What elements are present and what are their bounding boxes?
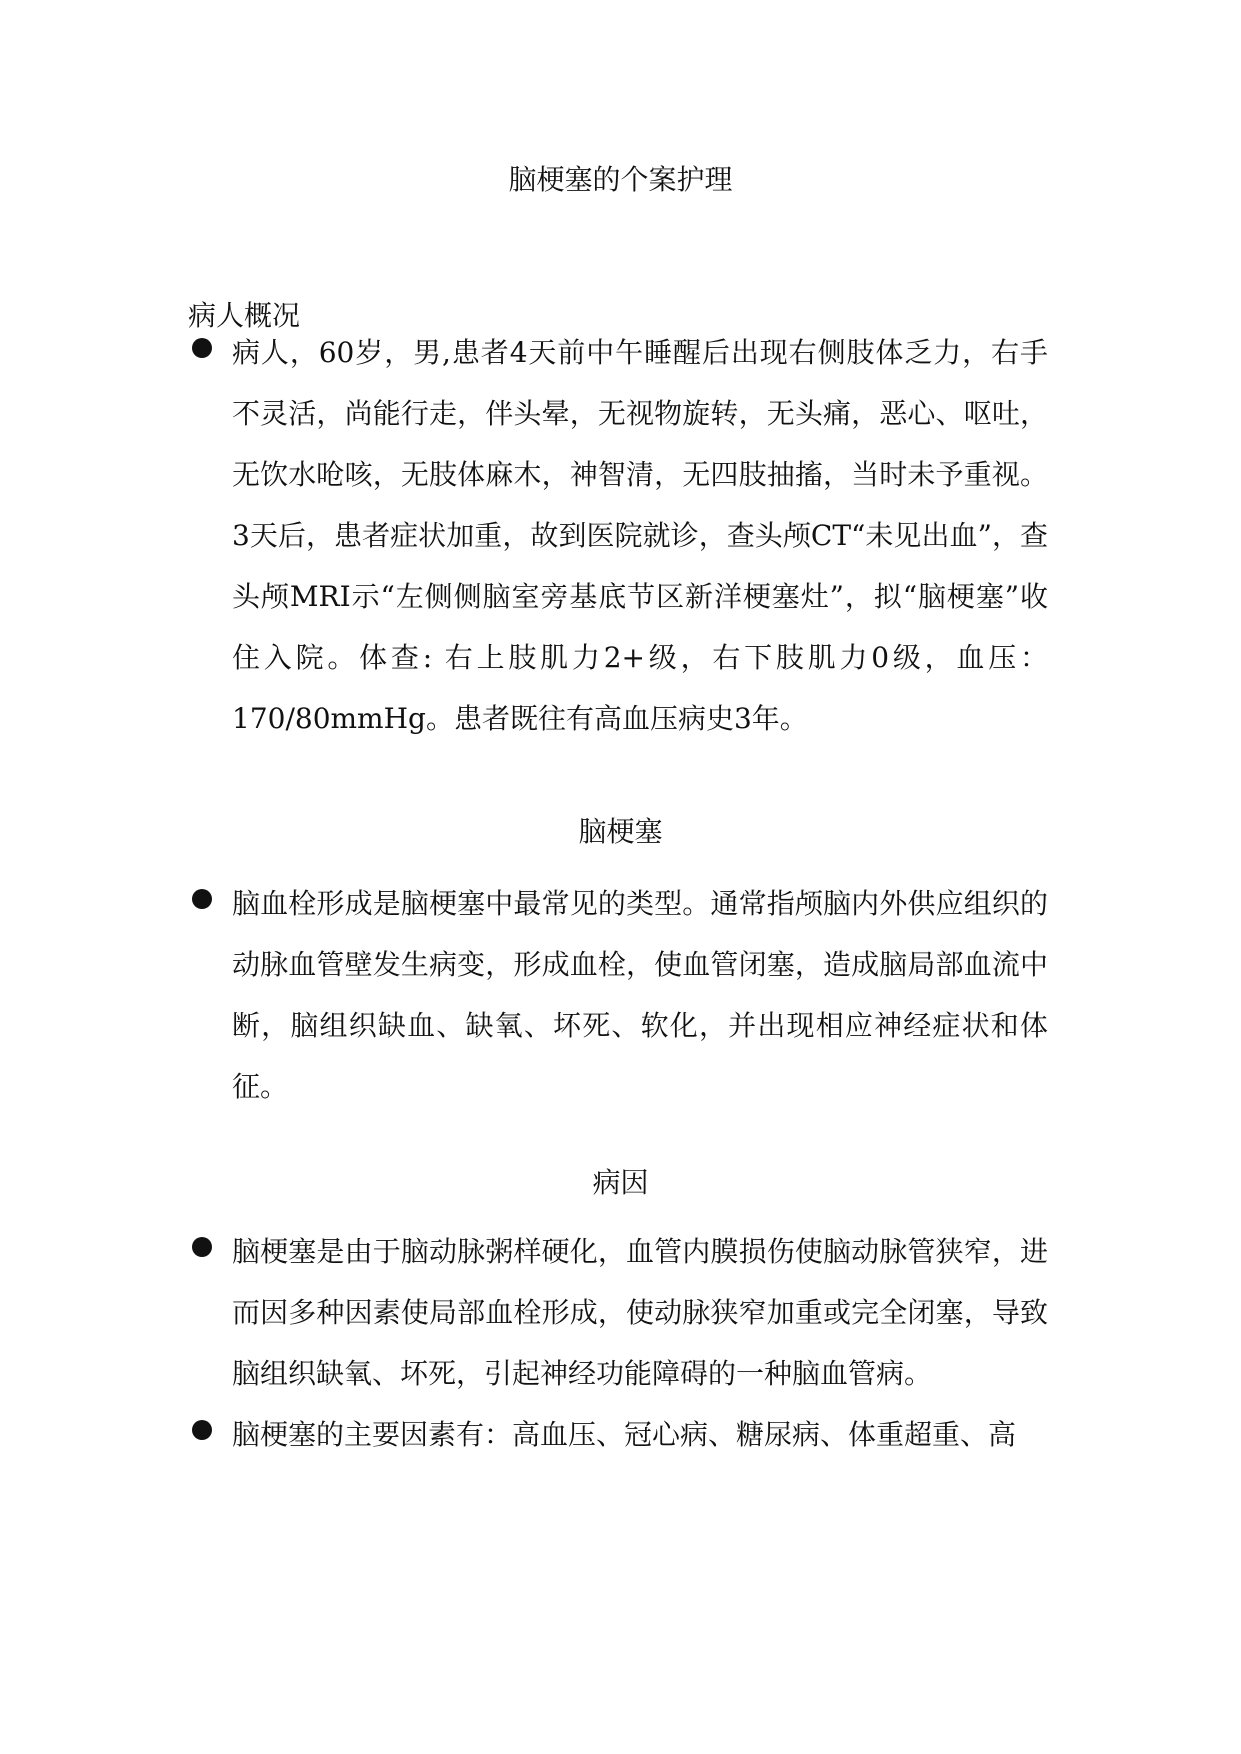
paragraph-cerebral-infarction: 脑血栓形成是脑梗塞中最常见的类型。通常指颅脑内外供应组织的动脉血管壁发生病变，形成血栓，使血管闭塞，造成脑局部血流中断，脑组织缺血、缺氧、坏死、软化，并出现相应神经症状和体征。 [232, 887, 1048, 1103]
bullet-icon [192, 889, 212, 909]
document-title: 脑梗塞的个案护理 [508, 163, 733, 196]
section-heading-cerebral-infarction: 脑梗塞 [578, 815, 663, 848]
bullet-icon [192, 1420, 212, 1440]
paragraph-etiology: 脑梗塞是由于脑动脉粥样硬化，血管内膜损伤使脑动脉管狭窄，进而因多种因素使局部血栓形成，使动脉狭窄加重或完全闭塞，导致脑组织缺氧、坏死，引起神经功能障碍的一种脑血管病。 [232, 1235, 1048, 1390]
bullet-icon [192, 1237, 212, 1257]
section-label-patient-overview: 病人概况 [188, 299, 301, 332]
paragraph-main-factors: 脑梗塞的主要因素有：高血压、冠心病、糖尿病、体重超重、高 [232, 1418, 1017, 1451]
bullet-icon [192, 338, 212, 358]
paragraph-patient-overview: 病人，60岁，男,患者4天前中午睡醒后出现右侧肢体乏力，右手不灵活，尚能行走，伴头晕，无视物旋转，无头痛，恶心、呕吐，无饮水呛咳，无肢体麻木，神智清，无四肢抽搐，当时未予重视。3天后，患者症状加重，故到医院就诊，查头颅CT“未见出血”，查头颅MRI示“左侧侧脑室旁基底节区新洋梗塞灶”，拟“脑梗塞”收住入院。体查: 右上肢肌力2+级，右下肢肌力0级，血压：170/80mmHg。患者既往有高血压病史3年。 [232, 336, 1048, 735]
section-heading-etiology: 病因 [592, 1166, 649, 1199]
